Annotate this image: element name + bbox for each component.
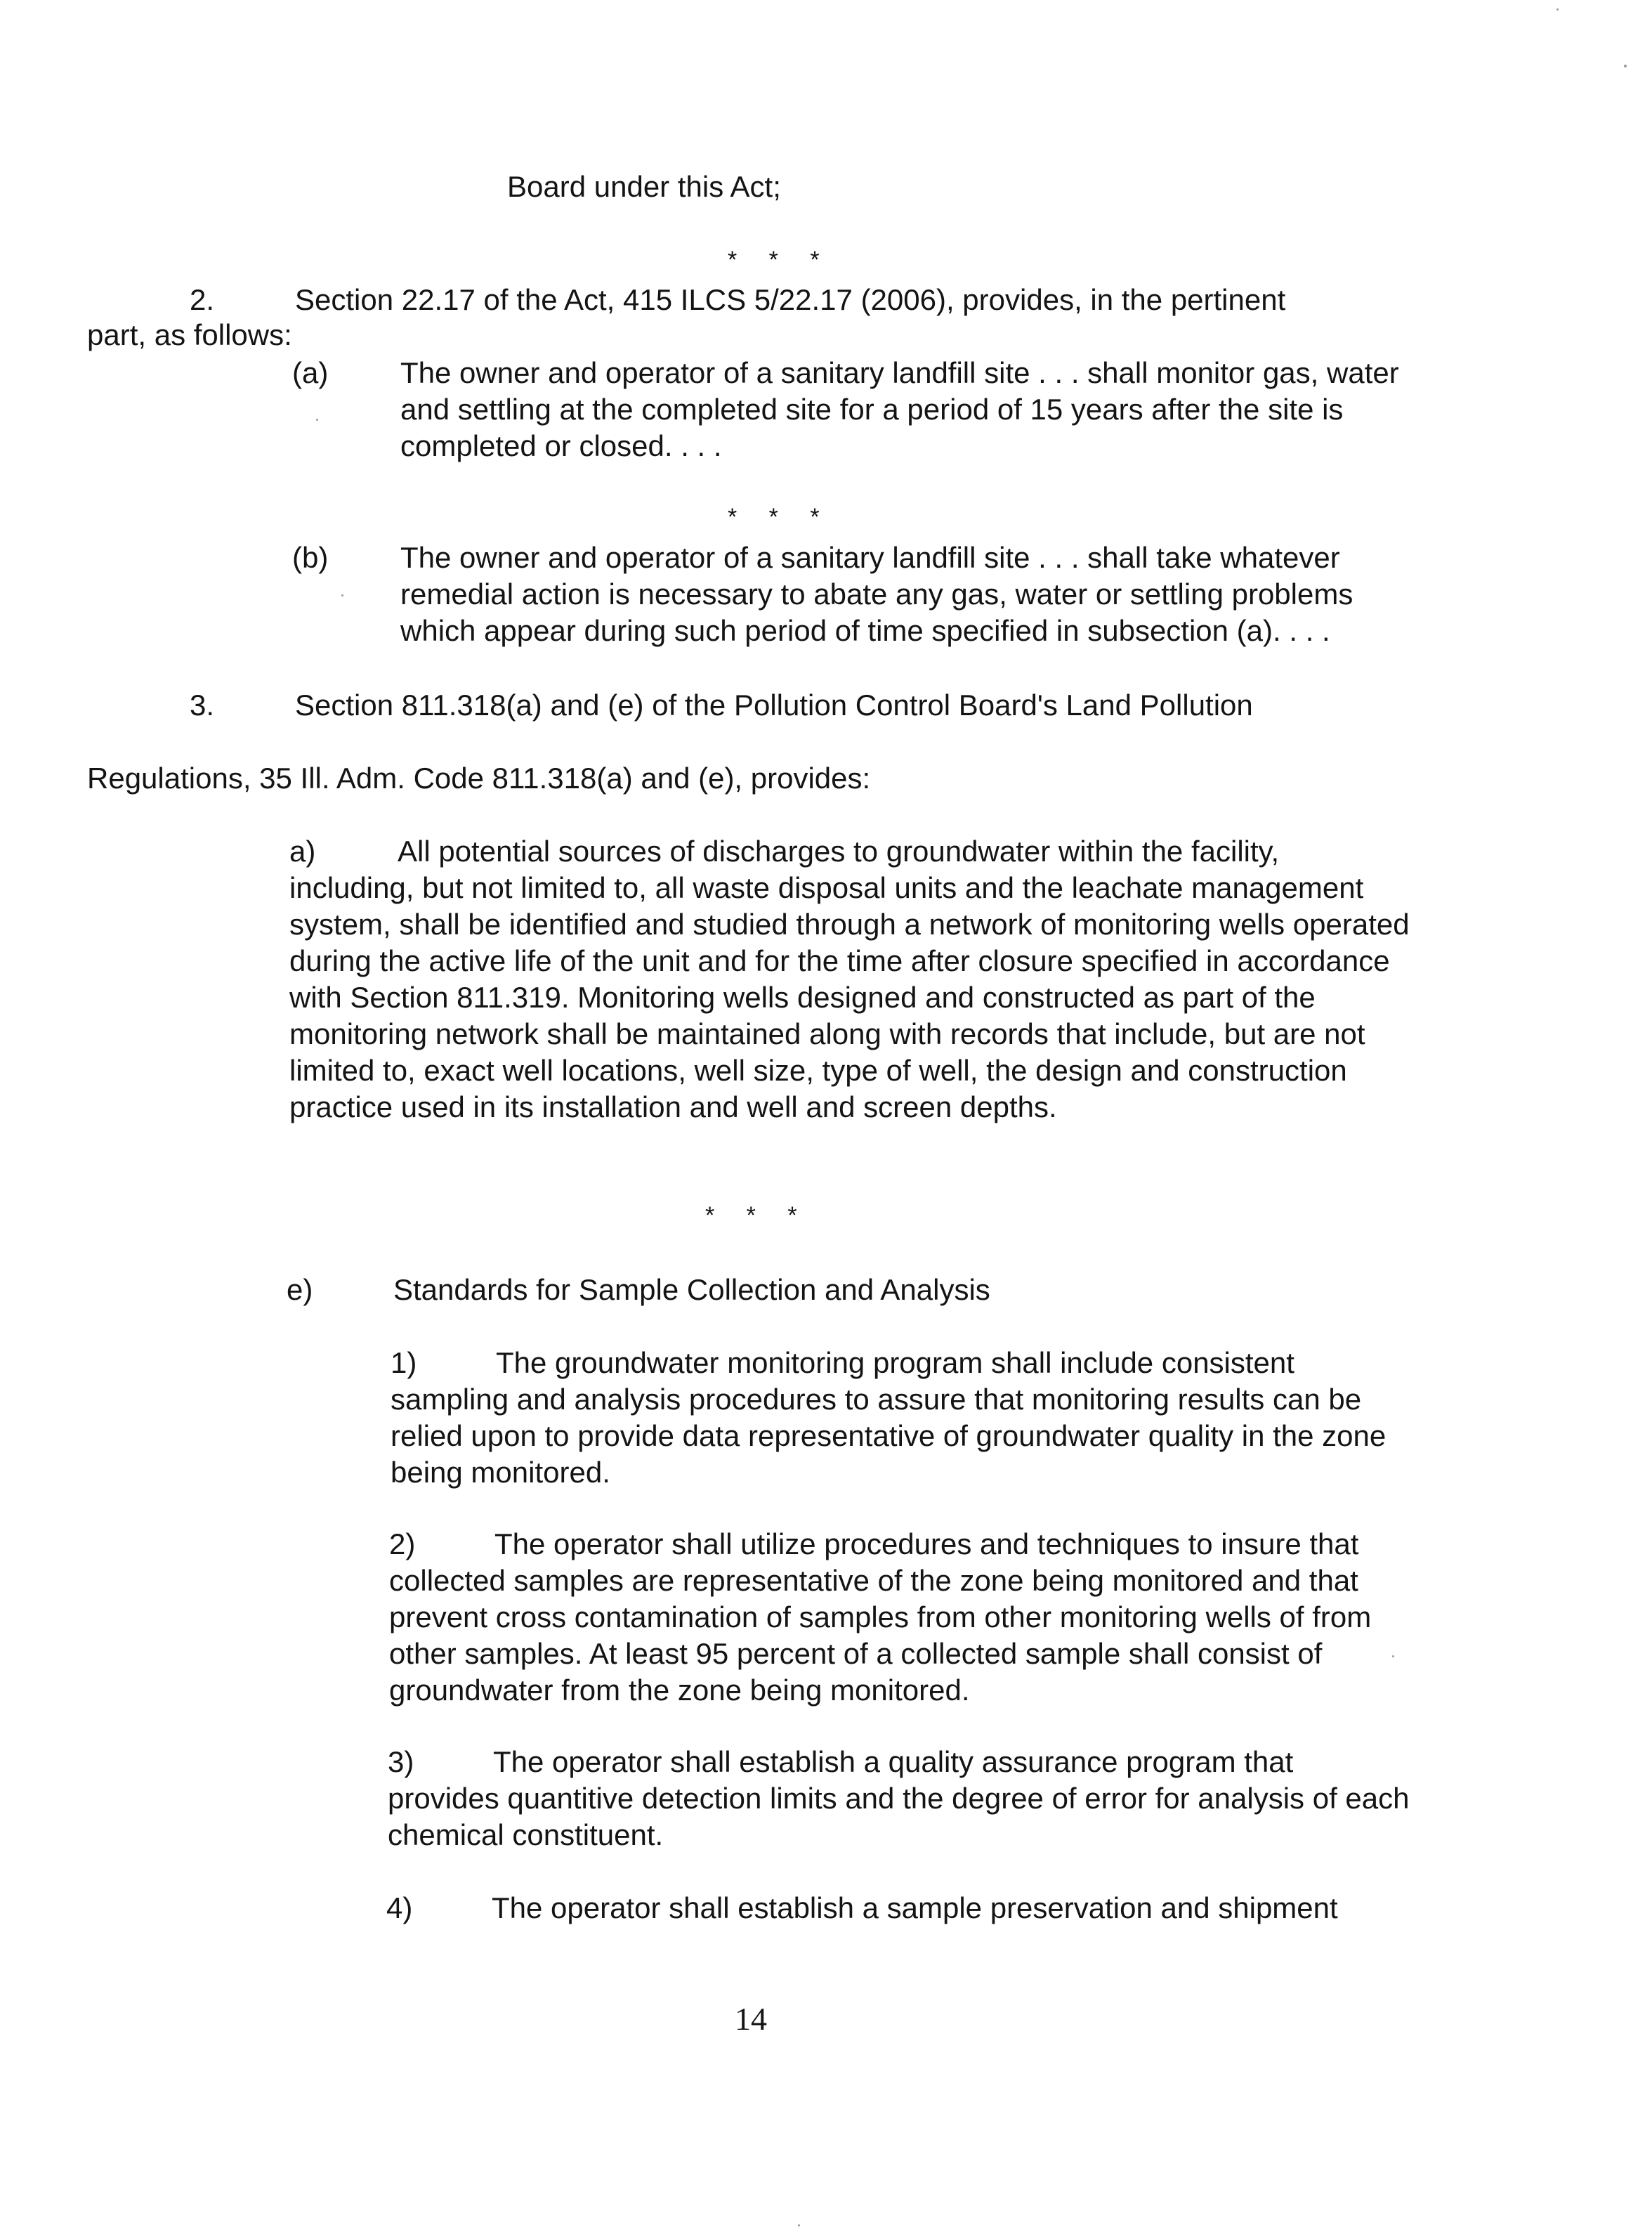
scan-speck: [341, 594, 343, 596]
item-1-label: 1): [391, 1346, 417, 1379]
regulation-e-label: e): [287, 1273, 313, 1306]
section-break-stars: * * *: [728, 504, 832, 530]
paragraph-2-number: 2.: [190, 283, 215, 316]
lead-line: Board under this Act;: [507, 170, 781, 203]
page-number: 14: [735, 2001, 767, 2037]
subsection-b-text: The owner and operator of a sanitary landfill site . . . shall take whatever remedial action is necessary to abate any gas, water or settling problems which appear during such period of time specified in subsection (a). . . .: [400, 541, 1353, 647]
scan-speck: [798, 2224, 800, 2226]
section-break-stars: * * *: [705, 1202, 810, 1229]
scan-speck: [1392, 1655, 1394, 1657]
scan-speck: [316, 419, 318, 421]
subsection-a-label: (a): [292, 356, 329, 389]
item-2-label: 2): [389, 1527, 416, 1560]
item-4-label: 4): [386, 1891, 413, 1924]
item-1-text: sampling and analysis procedures to assure that monitoring results can be relied upon to provide data representative of groundwater quality in the zone being monitored.: [391, 1383, 1386, 1489]
item-3-first-line: The operator shall establish a quality assurance program that: [493, 1745, 1294, 1778]
paragraph-2-intro: Section 22.17 of the Act, 415 ILCS 5/22.17 (2006), provides, in the pertinent: [295, 283, 1286, 316]
item-1-first-line: The groundwater monitoring program shall include consistent: [496, 1346, 1294, 1379]
subsection-a-text: The owner and operator of a sanitary landfill site . . . shall monitor gas, water and settling at the completed site for a period of 15 years after the site is completed or closed. . . .: [400, 356, 1399, 462]
item-2-text: collected samples are representative of the zone being monitored and that prevent cross contamination of samples from other monitoring wells of from other samples. At least 95 percent of a collected sample shall consist of groundwater from the zone being monitored.: [389, 1564, 1372, 1707]
paragraph-3-number: 3.: [190, 689, 215, 722]
regulation-a-text: including, but not limited to, all waste disposal units and the leachate management system, shall be identified and studied through a network of monitoring wells operated during the active life of the unit and for the time after closure specified in accordance with Section 811.319. Monitoring wells designed and constructed as part of the monitoring network shall be maintained along with records that include, but are not limited to, exact well locations, well size, type of well, the design and construction practice used in its installation and well and screen depths.: [289, 871, 1410, 1123]
item-3-text: provides quantitive detection limits and the degree of error for analysis of each chemical constituent.: [388, 1782, 1410, 1851]
regulation-e-heading: Standards for Sample Collection and Analysis: [393, 1273, 990, 1306]
scan-speck: [1556, 8, 1559, 11]
paragraph-2-intro-continued: part, as follows:: [87, 318, 292, 351]
item-2-first-line: The operator shall utilize procedures and techniques to insure that: [494, 1527, 1359, 1560]
paragraph-3-intro: Section 811.318(a) and (e) of the Pollution Control Board's Land Pollution: [295, 689, 1253, 722]
subsection-b-label: (b): [292, 541, 329, 574]
paragraph-3-intro-continued: Regulations, 35 Ill. Adm. Code 811.318(a) and (e), provides:: [87, 762, 871, 795]
scan-speck: [1624, 65, 1627, 67]
regulation-a-first-line: All potential sources of discharges to groundwater within the facility,: [398, 835, 1280, 868]
item-4-first-line: The operator shall establish a sample preservation and shipment: [492, 1891, 1338, 1924]
item-3-label: 3): [388, 1745, 414, 1778]
section-break-stars: * * *: [728, 247, 832, 273]
regulation-a-label: a): [289, 835, 316, 868]
